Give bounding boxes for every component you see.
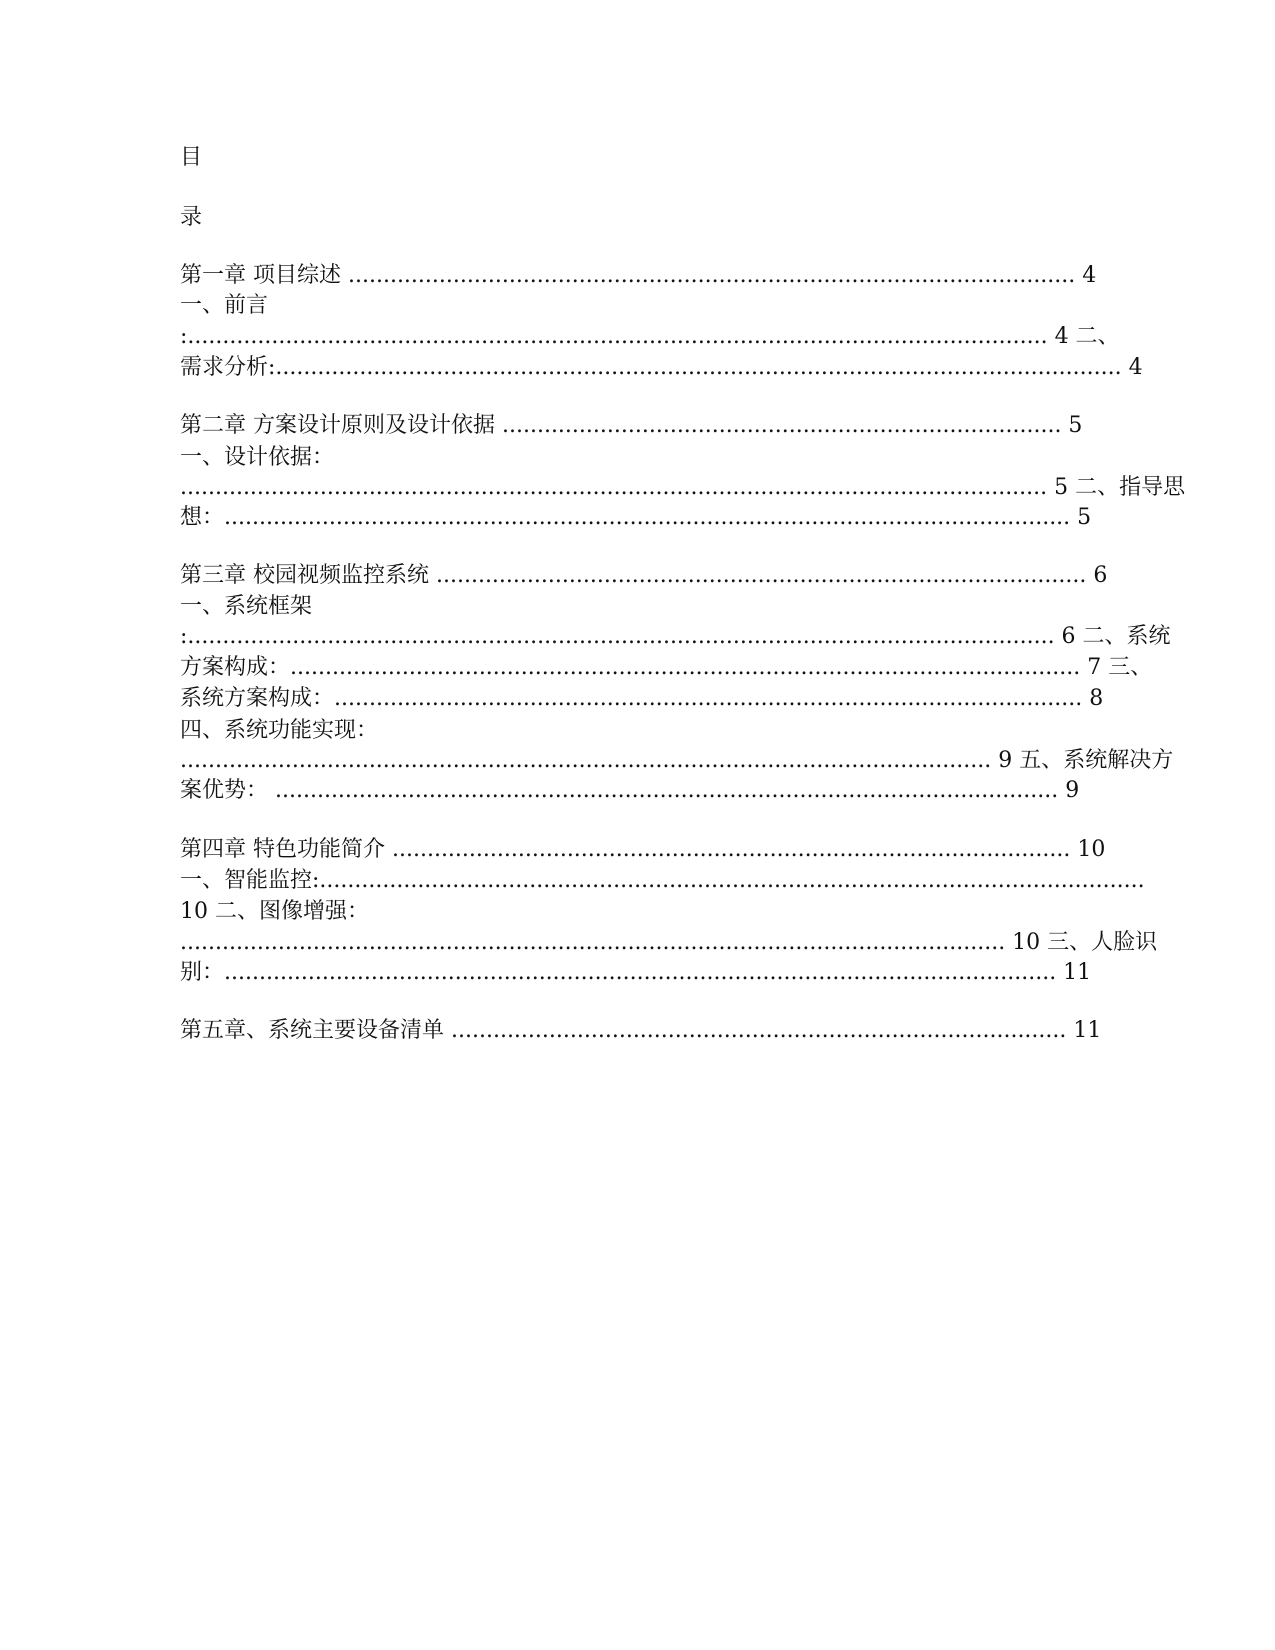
- toc-entry-2-2[interactable]: 想：......................................................................................................................... 5: [180, 505, 1092, 530]
- toc-entry-3-1-page[interactable]: :............................................................................................................................ 6 二、系统: [180, 624, 1171, 649]
- toc-entry-4-3[interactable]: 别：....................................................................................................................... 11: [180, 960, 1092, 985]
- toc-entry-3-3[interactable]: 系统方案构成：........................................................................................................... 8: [180, 686, 1104, 711]
- toc-entry-4-1[interactable]: 一、智能监控:......................................................................................................................: [180, 868, 1145, 893]
- toc-entry-3-4-page[interactable]: .................................................................................................................... 9 五、系统解决方: [180, 748, 1174, 773]
- toc-entry-1-2[interactable]: 需求分析:......................................................................................................................... 4: [180, 355, 1143, 380]
- toc-entry-3-4[interactable]: 四、系统功能实现：: [180, 718, 379, 743]
- toc-chapter-4[interactable]: 第四章 特色功能简介 ................................................................................................. 10: [180, 837, 1106, 862]
- toc-entry-4-2[interactable]: 10 二、图像增强：: [180, 899, 369, 924]
- toc-entry-3-5[interactable]: 案优势： ................................................................................................................ 9: [180, 778, 1080, 803]
- toc-entry-2-1-page[interactable]: ............................................................................................................................ 5 二、指导思: [180, 475, 1186, 500]
- toc-entry-4-2-page[interactable]: ...................................................................................................................... 10 三、人脸识: [180, 930, 1158, 955]
- toc-entry-3-2[interactable]: 方案构成：................................................................................................................. 7 三、: [180, 655, 1153, 680]
- toc-entry-1-1-page[interactable]: :........................................................................................................................... 4 二、: [180, 324, 1120, 349]
- toc-chapter-2[interactable]: 第二章 方案设计原则及设计依据 ................................................................................ 5: [180, 413, 1083, 438]
- toc-chapter-5[interactable]: 第五章、系统主要设备清单 ........................................................................................ 11: [180, 1018, 1102, 1043]
- toc-entry-1-1[interactable]: 一、前言: [180, 293, 269, 318]
- toc-chapter-3[interactable]: 第三章 校园视频监控系统 ............................................................................................. 6: [180, 563, 1108, 588]
- toc-entry-3-1[interactable]: 一、系统框架: [180, 594, 313, 619]
- toc-entry-2-1[interactable]: 一、设计依据：: [180, 445, 335, 470]
- toc-title-char-2: 录: [180, 205, 203, 230]
- toc-chapter-1[interactable]: 第一章 项目综述 ........................................................................................................ 4: [180, 263, 1097, 288]
- toc-title-char-1: 目: [180, 145, 203, 170]
